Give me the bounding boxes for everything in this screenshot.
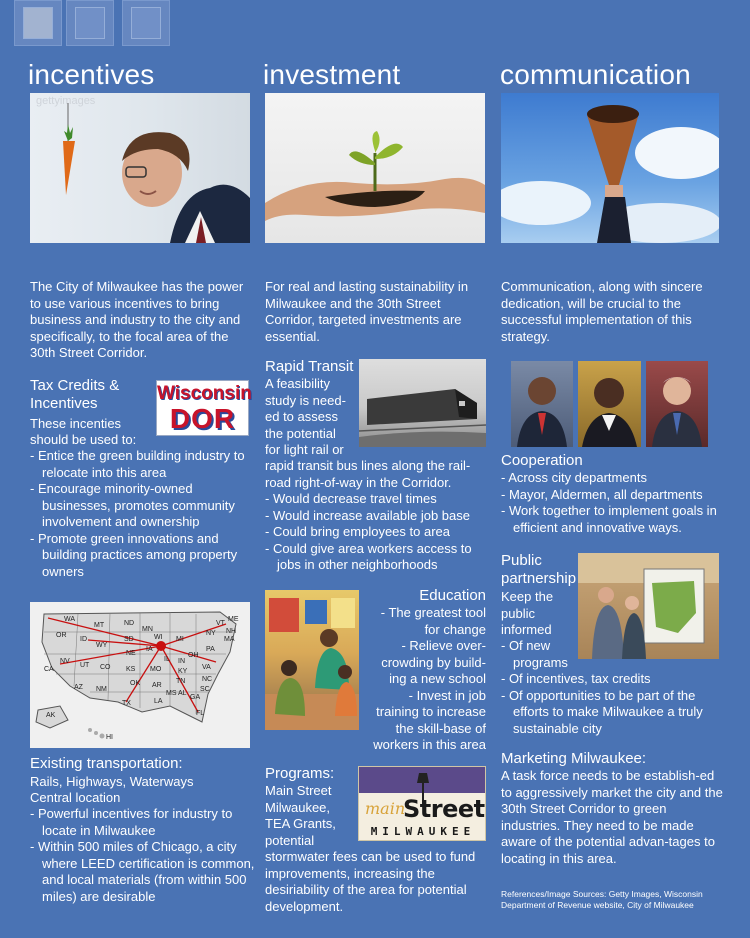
programs-line: Milwaukee,	[265, 799, 331, 815]
programs-lines	[265, 783, 357, 849]
official-portrait-2	[578, 361, 641, 447]
megaphone-icon	[501, 93, 719, 243]
gettyimages-watermark: gettyimages	[36, 95, 96, 107]
map-label-ms: MS	[166, 690, 177, 697]
megaphone-photo	[501, 93, 719, 243]
map-label-az: AZ	[74, 684, 83, 691]
map-label-nc: NC	[202, 676, 213, 683]
list-item: - Could give area workers access to jobs in other neighborhoods	[265, 540, 472, 572]
map-label-pa: PA	[206, 646, 215, 653]
map-label-ia: IA	[146, 646, 153, 653]
official-portrait-1	[511, 361, 573, 447]
map-label-ca: CA	[44, 666, 54, 673]
list-item: - Of opportunities to be part of the efforts to make Milwaukee a truly sustainable city	[501, 687, 703, 736]
list-item: - Of incentives, tax credits	[501, 671, 651, 686]
programs-rest: stormwater fees can be used to fund improvements, increasing the desiriability of the area for potential development.	[265, 849, 476, 914]
dor-logo-bottom: DOR	[169, 403, 236, 434]
dor-logo-top: Wisconsin	[157, 383, 252, 404]
education-line: workers in this area	[373, 737, 486, 752]
carrot-businessman-photo	[30, 93, 250, 243]
education-line: for change	[424, 621, 486, 637]
map-label-mt: MT	[94, 622, 105, 629]
list-item: - Entice the green building industry to relocate into this area	[30, 448, 245, 480]
list-item: - Encourage minority-owned businesses, promotes community involvement and ownership	[30, 481, 235, 529]
list-item: - Powerful incentives for industry to locate in Milwaukee	[30, 806, 233, 838]
transit-line: A feasibility	[265, 376, 331, 391]
map-label-ar: AR	[152, 682, 162, 689]
map-label-mi: MI	[176, 636, 184, 643]
map-label-nm: NM	[96, 686, 107, 693]
classroom-photo	[265, 590, 359, 730]
hands-seedling-photo	[265, 93, 485, 243]
programs-line: potential	[265, 832, 315, 848]
map-label-wa: WA	[64, 616, 76, 623]
education-line: crowding by build-	[381, 654, 486, 670]
tax-line-1: These incenties	[30, 416, 122, 431]
map-label-al: AL	[178, 690, 187, 697]
page-thumbnail-icon	[75, 7, 105, 39]
map-label-me: ME	[228, 616, 239, 623]
official-portrait-3	[646, 361, 708, 447]
list-item: - Within 500 miles of Chicago, a city where LEED certification is common, and local materials (from within 500 miles) are desirable	[30, 839, 255, 904]
list-item: - Across city departments	[501, 470, 647, 485]
investment-intro: For real and lasting sustainability in Milwaukee and the 30th Street Corridor, targeted investments are essential.	[265, 279, 469, 344]
transport-line-2: Central location	[30, 790, 121, 805]
incentives-heading: incentives	[28, 59, 155, 90]
map-label-co: CO	[100, 664, 111, 671]
map-label-nv: NV	[60, 658, 70, 665]
rapid-transit-title: Rapid Transit	[265, 358, 354, 375]
transport-line-1: Rails, Highways, Waterways	[30, 774, 194, 789]
transit-line: ed to assess	[265, 409, 338, 424]
education-lines	[360, 605, 486, 754]
map-label-ne: NE	[126, 650, 136, 657]
map-thumbnail-icon	[23, 7, 53, 39]
map-label-la: LA	[154, 698, 163, 705]
map-thumbnail[interactable]	[14, 0, 62, 46]
map-label-sd: SD	[124, 636, 134, 643]
programs-line: TEA Grants,	[265, 816, 336, 831]
map-label-ok: OK	[130, 680, 141, 687]
map-label-fl: FL	[196, 710, 205, 717]
public-line: informed	[501, 622, 552, 637]
us-transport-map	[30, 602, 250, 748]
portrait-icon	[646, 361, 708, 447]
education-title: Education	[419, 587, 486, 604]
transport-list	[30, 806, 256, 905]
communication-intro: Communication, along with sincere dedication, will be crucial to the successful implementation of this strategy.	[501, 279, 703, 344]
transport-title: Existing transportation:	[30, 755, 183, 772]
communication-heading: communication	[500, 59, 691, 90]
map-label-ak: AK	[46, 712, 56, 719]
list-item: - Work together to implement goals in efficient and innovative ways.	[501, 503, 717, 535]
map-label-nd: ND	[124, 620, 135, 627]
cooperation-title: Cooperation	[501, 452, 583, 469]
marketing-text: A task force needs to be establish-ed to aggressively market the city and the 30th Street Corridor to green industries. They need to be made aware of the potential advan-tages to locating in this area.	[501, 768, 723, 866]
portrait-icon	[578, 361, 641, 447]
mainstreet-logo-bottom: MILWAUKEE	[370, 825, 476, 838]
list-item: - Would decrease travel times	[265, 491, 437, 506]
public-title-2: partnership	[501, 570, 577, 587]
map-label-vt: VT	[216, 620, 225, 627]
programs-line: Main Street	[265, 783, 332, 798]
seedling-illustration-icon	[265, 93, 485, 243]
train-photo	[359, 359, 486, 447]
education-line: the skill-base of	[395, 720, 486, 736]
transit-list	[265, 491, 490, 574]
map-label-tn: TN	[176, 678, 186, 685]
wisconsin-dor-logo	[156, 380, 252, 436]
references: References/Image Sources: Getty Images, Wisconsin Department of Revenue website, City of Milwaukee	[501, 889, 703, 910]
education-line: - Invest in job	[408, 687, 486, 703]
public-line: Keep the	[501, 589, 554, 604]
page-thumbnail-icon	[131, 7, 161, 39]
main-street-milwaukee-logo	[358, 766, 486, 841]
list-item: - Could bring employees to area	[265, 524, 450, 539]
classroom-illustration-icon	[265, 590, 359, 730]
map-label-ma: MA	[224, 636, 235, 643]
list-item: - Of new programs	[501, 638, 568, 670]
map-label-sc: SC	[200, 686, 210, 693]
transit-line: study is need-	[265, 392, 346, 408]
public-list	[501, 638, 726, 737]
education-line: - Relieve over-	[401, 638, 486, 653]
transit-rest: rapid transit bus lines along the rail-road right-of-way in the Corridor.	[265, 458, 471, 490]
map-label-mo: MO	[150, 666, 162, 673]
cooperation-list	[501, 470, 726, 536]
map-label-id: ID	[80, 636, 87, 643]
mainstreet-logo-small: main	[365, 799, 406, 818]
map-label-hi: HI	[106, 734, 113, 741]
list-item: - Mayor, Aldermen, all departments	[501, 486, 703, 502]
list-item: - Would increase available job base	[265, 507, 470, 523]
education-line: ing a new school	[389, 671, 486, 686]
map-label-va: VA	[202, 664, 211, 671]
programs-title: Programs:	[265, 765, 335, 782]
page-thumbnail[interactable]	[66, 0, 114, 46]
businessman-illustration-icon	[30, 93, 250, 243]
map-label-in: IN	[178, 658, 185, 665]
transit-line: the potential	[265, 425, 336, 441]
page-thumbnail[interactable]	[122, 0, 170, 46]
tax-credits-title: Tax Credits & Incentives	[30, 377, 120, 412]
map-label-ks: KS	[126, 666, 136, 673]
portrait-icon	[511, 361, 573, 447]
public-title-1: Public	[501, 552, 542, 569]
list-item: - Promote green innovations and building practices among property owners	[30, 530, 238, 579]
map-label-ga: GA	[190, 694, 201, 701]
map-label-ut: UT	[80, 662, 90, 669]
transit-line: for light rail or	[265, 442, 344, 457]
map-label-wy: WY	[96, 642, 108, 649]
education-line: training to increase	[376, 704, 486, 719]
tax-line-2: should be used to:	[30, 432, 137, 447]
transit-lines	[265, 376, 357, 459]
map-label-il: IL	[164, 656, 170, 663]
map-label-mn: MN	[142, 626, 153, 633]
public-line: public	[501, 605, 535, 621]
investment-heading: investment	[263, 59, 401, 90]
mainstreet-logo-big: Street	[403, 795, 485, 823]
marketing-title: Marketing Milwaukee:	[501, 750, 647, 767]
map-label-ky: KY	[178, 668, 188, 675]
train-icon	[359, 359, 486, 447]
incentives-intro: The City of Milwaukee has the power to use various incentives to bring business and industry to the city and specifically, to the focal area of the 30th Street Corridor.	[30, 279, 244, 360]
public-lines	[501, 589, 577, 639]
map-label-or: OR	[56, 632, 67, 639]
map-label-wi: WI	[154, 634, 163, 641]
map-label-nh: NH	[226, 628, 237, 635]
map-label-tx: TX	[122, 700, 131, 707]
map-label-oh: OH	[188, 652, 199, 659]
map-label-ny: NY	[206, 630, 216, 637]
education-line: - The greatest tool	[380, 605, 486, 620]
tax-list	[30, 448, 252, 580]
